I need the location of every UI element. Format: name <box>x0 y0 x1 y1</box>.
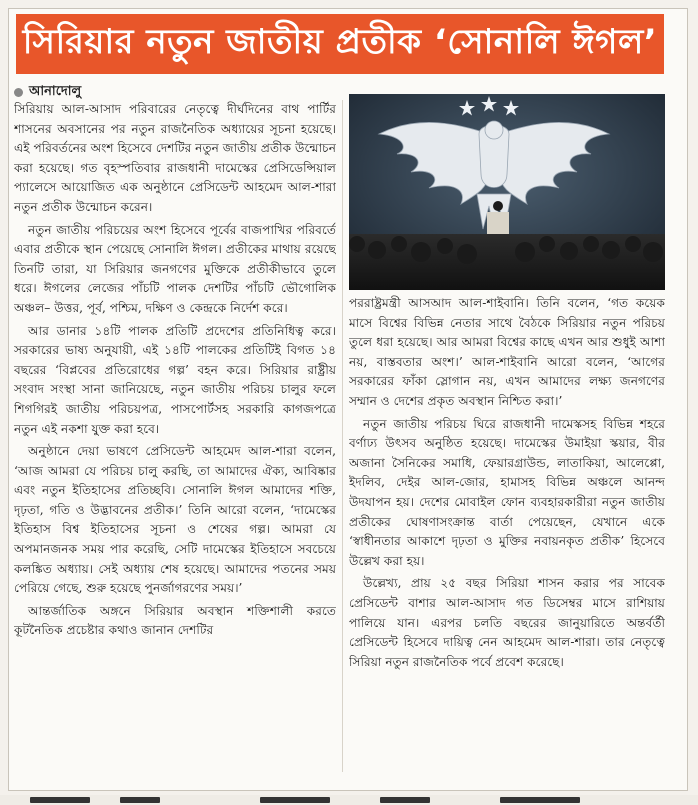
article-column-left <box>14 100 336 772</box>
headline: সিরিয়ার নতুন জাতীয় প্রতীক ‘সোনালি ঈগল’ <box>16 14 664 74</box>
paragraph: অনুষ্ঠানে দেয়া ভাষণে প্রেসিডেন্ট আহমেদ আল-শারা বলেন, ‘আজ আমরা যে পরিচয় চালু করছি, তা আমাদের ঐক্য, আবিষ্কার এবং নতুন ইতিহাসের প্রতিচ্ছবি। সোনালি ঈগল আমাদের শক্তি, দৃঢ়তা, গতি ও উদ্ভাবনের প্রতীক।’ তিনি আরো বলেন, ‘দামেস্কের ইতিহাস বিশ্ব ইতিহাসের সূচনা ও শেষের গল্প। আমরা যে অপমানজনক সময় পার করেছি, সেটি দামেস্কের ইতিহাসে সবচেয়ে কলঙ্কিত অধ্যায়। সেই অধ্যায় শেষ হয়েছে। আমাদের পতনের সময় পেরিয়ে গেছে, শুরু হয়েছে পুনর্জাগরণের সময়।’ <box>14 444 336 596</box>
paragraph: নতুন জাতীয় পরিচয় ঘিরে রাজধানী দামেস্কসহ বিভিন্ন শহরে বর্ণাঢ্য উৎসব অনুষ্ঠিত হয়েছে। দামেস্কের উমাইয়া স্কয়ার, বীর অজানা সৈনিকের সমাধি, ফেয়ারগ্রাউন্ড, লাতাকিয়া, আলেপ্পো, ইদলিব, দেইর আল-জোর, হামাসহ বিভিন্ন অঞ্চলে আনন্দ উদযাপন হয়। দেশের মোবাইল ফোন ব্যবহারকারীরা নতুন জাতীয় প্রতীকের ঘোষণাসংক্রান্ত বার্তা পেয়েছেন, যেখানে একে ‘স্বাধীনতার আকাশে দৃঢ়তা ও মুক্তির নবায়নকৃত প্রতীক’ হিসেবে উল্লেখ করা হয়। <box>349 416 665 568</box>
paragraph: উল্লেখ্য, প্রায় ২৫ বছর সিরিয়া শাসন করার পর সাবেক প্রেসিডেন্ট বাশার আল-আসাদ গত ডিসেম্বর মাসে রাশিয়ায় পালিয়ে যান। এরপর চলতি বছরের জানুয়ারিতে অন্তর্বর্তী প্রেসিডেন্ট হিসেবে দায়িত্ব নেন আহমেদ আল-শারা। তার নেতৃত্বে সিরিয়া নতুন রাজনৈতিক পর্বে প্রবেশ করেছে। <box>349 576 665 669</box>
paragraph: পররাষ্ট্রমন্ত্রী আসআদ আল-শাইবানি। তিনি বলেন, ‘গত কয়েক মাসে বিশ্বের বিভিন্ন নেতার সাথে বৈঠকে সিরিয়ার নতুন পরিচয় তুলে ধরা হয়েছে। আর আমরা বিশ্বের কাছে এখন আর শুধুই আশা নয়, বাস্তবতার অংশ।’ আল-শাইবানি আরো বলেন, ‘আগের সরকারের ফাঁকা স্লোগান নয়, এখন আমাদের লক্ষ্য জনগণের সম্মান ও দেশের প্রকৃত অবস্থান নিশ্চিত করা।’ <box>349 296 665 408</box>
cropped-next-article-edge <box>0 795 698 805</box>
paragraph: সিরিয়ায় আল-আসাদ পরিবারের নেতৃত্বে দীর্ঘদিনের বাথ পার্টির শাসনের অবসানের পর নতুন রাজনৈতিক অধ্যায়ের সূচনা হয়েছে। এই পরিবর্তনের অংশ হিসেবে দেশটির নতুন জাতীয় প্রতীক উন্মোচন করা হয়েছে। গত বৃহস্পতিবার রাজধানী দামেস্কের প্রেসিডেন্সিয়াল প্যালেসে আয়োজিত এক অনুষ্ঠানে প্রেসিডেন্ট আহমেদ আল-শারা নতুন প্রতীক উন্মোচন করেন। <box>14 102 336 214</box>
column-divider <box>342 100 343 772</box>
bullet-icon <box>14 88 23 97</box>
news-photo <box>349 94 665 290</box>
paragraph: নতুন জাতীয় পরিচয়ের অংশ হিসেবে পূর্বের বাজপাখির পরিবর্তে এবার প্রতীকে স্থান পেয়েছে সোনালি ঈগল। প্রতীকের মাথায় রয়েছে তিনটি তারা, যা সিরিয়ার জনগণের মুক্তিকে প্রতীকীভাবে তুলে ধরে। ঈগলের লেজের পাঁচটি পালক দেশটির পাঁচটি ভৌগোলিক অঞ্চল– উত্তর, পূর্ব, পশ্চিম, দক্ষিণ ও কেন্দ্রকে নির্দেশ করে। <box>14 222 336 315</box>
eagle-emblem-stage-image <box>349 94 665 290</box>
paragraph: আর ডানার ১৪টি পালক প্রতিটি প্রদেশের প্রতিনিধিত্ব করে। সরকারের ভাষ্য অনুযায়ী, এই ১৪টি পালকের প্রতিটিই বিগত ১৪ বছরের ‘বিপ্লবের প্রতিরোধের গল্প’ বহন করে। সিরিয়ার রাষ্ট্রীয় সংবাদ সংস্থা সানা জানিয়েছে, নতুন জাতীয় পরিচয় চালুর ফলে শিগগিরই জাতীয় পরিচয়পত্র, পাসপোর্টসহ সরকারি কাগজপত্রে নতুন এই নকশা যুক্ত করা হবে। <box>14 323 336 436</box>
byline-source: আনাদোলু <box>29 84 82 99</box>
paragraph: আন্তর্জাতিক অঙ্গনে সিরিয়ার অবস্থান শক্তিশালী করতে কূটনৈতিক প্রচেষ্টার কথাও জানান দেশটির <box>14 603 336 638</box>
article-column-right <box>349 294 665 772</box>
